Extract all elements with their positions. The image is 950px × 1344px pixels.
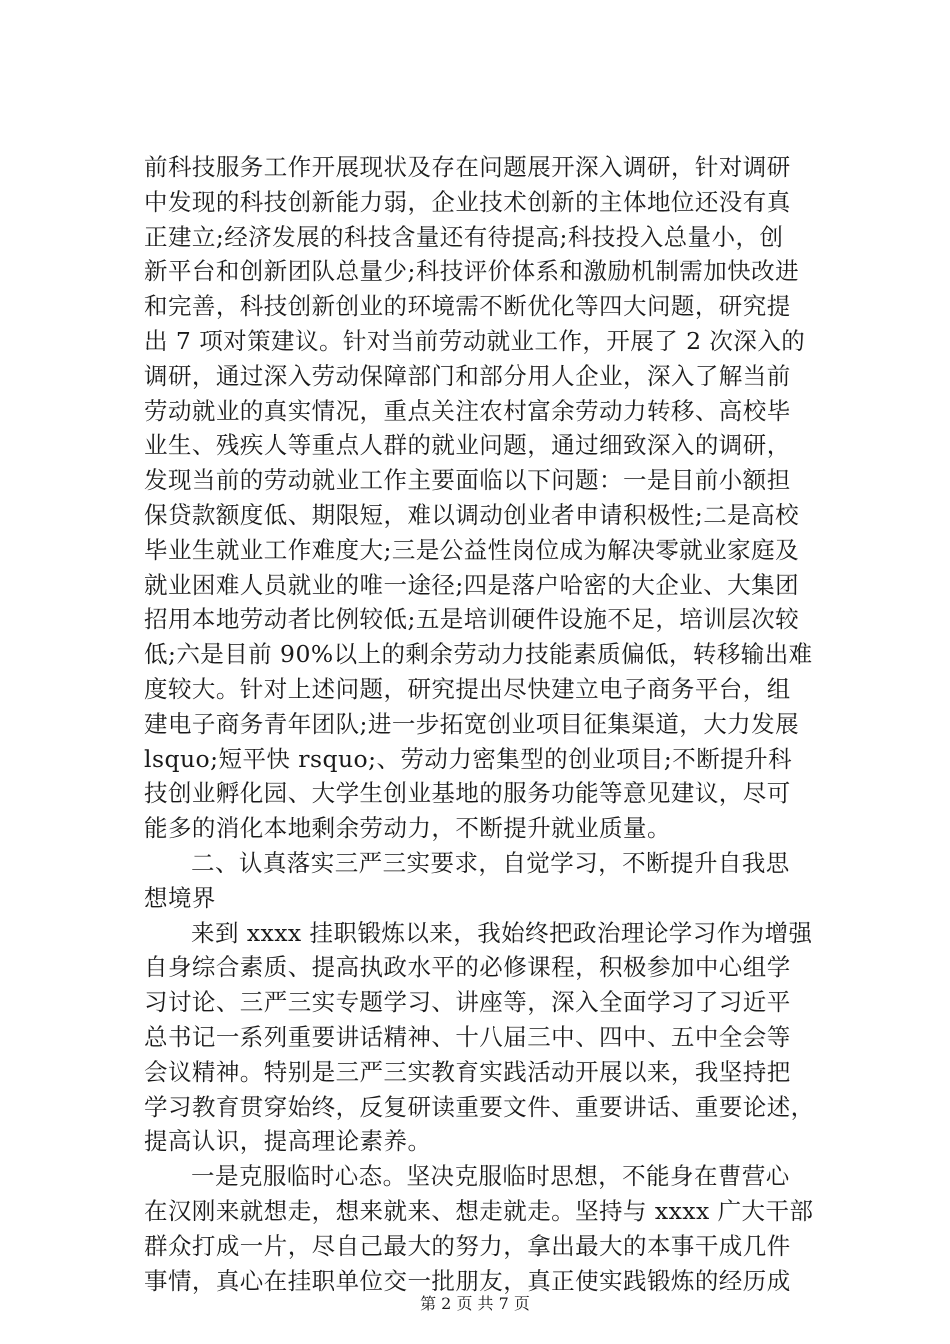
text-line: 中发现的科技创新能力弱，企业技术创新的主体地位还没有真 (144, 187, 791, 216)
text-line: 能多的消化本地剩余劳动力，不断提升就业质量。 (144, 814, 671, 843)
text-line: 发现当前的劳动就业工作主要面临以下问题：一是目前小额担 (144, 466, 791, 495)
section-heading: 二、认真落实三严三实要求，自觉学习，不断提升自我思 (191, 848, 790, 877)
page-footer (0, 1294, 950, 1314)
text-line: 来到 xxxx 挂职锻炼以来，我始终把政治理论学习作为增强 (191, 918, 813, 947)
text-line: 度较大。针对上述问题，研究提出尽快建立电子商务平台，组 (144, 674, 791, 703)
text-line: 招用本地劳动者比例较低;五是培训硬件设施不足，培训层次较 (144, 605, 800, 634)
section-heading-continued: 想境界 (144, 883, 216, 912)
text-line: 会议精神。特别是三严三实教育实践活动开展以来，我坚持把 (144, 1057, 791, 1086)
text-line: 正建立;经济发展的科技含量还有待提高;科技投入总量小，创 (144, 222, 784, 251)
text-line: 建电子商务青年团队;进一步拓宽创业项目征集渠道，大力发展 (144, 709, 800, 738)
text-line: 新平台和创新团队总量少;科技评价体系和激励机制需加快改进 (144, 257, 800, 286)
text-line: 出 7 项对策建议。针对当前劳动就业工作，开展了 2 次深入的 (144, 326, 806, 355)
text-line: 前科技服务工作开展现状及存在问题展开深入调研，针对调研 (144, 153, 791, 181)
text-line: 习讨论、三严三实专题学习、讲座等，深入全面学习了习近平 (144, 988, 791, 1017)
text-line: 保贷款额度低、期限短，难以调动创业者申请积极性;二是高校 (144, 500, 800, 529)
text-line: 事情，真心在挂职单位交一批朋友，真正使实践锻炼的经历成 (144, 1266, 791, 1295)
text-line: 就业困难人员就业的唯一途径;四是落户哈密的大企业、大集团 (144, 570, 800, 599)
text-line: 业生、残疾人等重点人群的就业问题，通过细致深入的调研， (144, 431, 791, 460)
text-line: 总书记一系列重要讲话精神、十八届三中、四中、五中全会等 (144, 1022, 791, 1051)
text-line: 低;六是目前 90%以上的剩余劳动力技能素质偏低，转移输出难 (144, 640, 813, 669)
text-line: 技创业孵化园、大学生创业基地的服务功能等意见建议，尽可 (144, 779, 791, 808)
page-number-label: 第 2 页 共 7 页 (420, 1294, 530, 1313)
text-line: 学习教育贯穿始终，反复研读重要文件、重要讲话、重要论述， (144, 1092, 815, 1121)
text-line: 毕业生就业工作难度大;三是公益性岗位成为解决零就业家庭及 (144, 535, 800, 564)
text-line: 在汉刚来就想走，想来就来、想走就走。坚持与 xxxx 广大干部 (144, 1196, 814, 1225)
text-line: 提高认识，提高理论素养。 (144, 1127, 432, 1156)
text-line: lsquo;短平快 rsquo;、劳动力密集型的创业项目;不断提升科 (144, 744, 793, 773)
text-line: 和完善，科技创新创业的环境需不断优化等四大问题，研究提 (144, 292, 791, 321)
text-line: 自身综合素质、提高执政水平的必修课程，积极参加中心组学 (144, 953, 791, 982)
text-line: 调研，通过深入劳动保障部门和部分用人企业，深入了解当前 (144, 361, 791, 390)
text-line: 一是克服临时心态。坚决克服临时思想，不能身在曹营心 (191, 1162, 790, 1191)
body-text (144, 150, 836, 1298)
text-line: 劳动就业的真实情况，重点关注农村富余劳动力转移、高校毕 (144, 396, 791, 425)
text-line: 群众打成一片，尽自己最大的努力，拿出最大的本事干成几件 (144, 1231, 791, 1260)
